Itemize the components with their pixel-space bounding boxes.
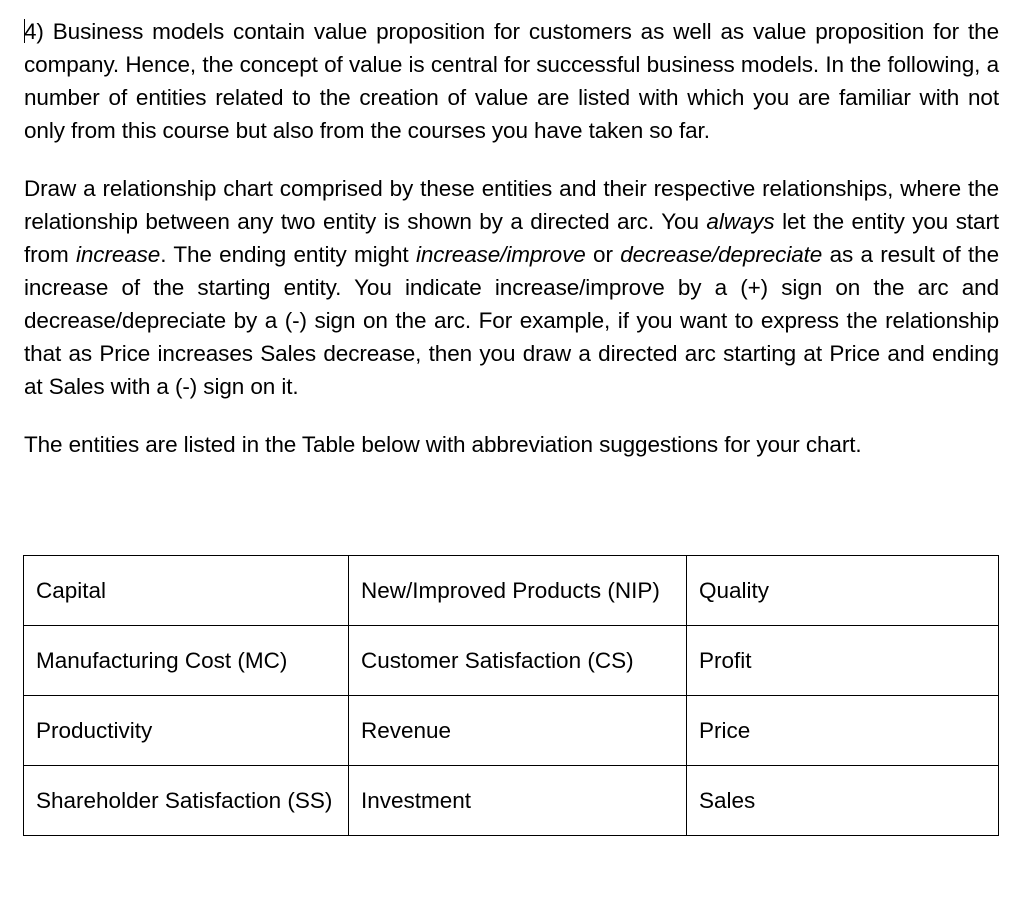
- table-cell: Price: [687, 696, 999, 766]
- table-row: [24, 626, 999, 696]
- table-cell: Manufacturing Cost (MC): [24, 626, 349, 696]
- question-intro-paragraph: [24, 15, 999, 147]
- question-number: 4): [24, 19, 44, 44]
- table-cell: Productivity: [24, 696, 349, 766]
- table-cell: Profit: [687, 626, 999, 696]
- instructions-text-5: as a result of the increase of the starting entity. You indicate increase/improve by a (+) sign on the arc and decrease/depreciate by a (-) sign on the arc. For example, if you want to express the relationship that as Price increases Sales decrease, then you draw a directed arc starting at Price and ending at Sales with a (-) sign on it.: [24, 242, 999, 399]
- instructions-text-4: or: [585, 242, 621, 267]
- emphasis-decrease-depreciate: decrease/depreciate: [620, 242, 823, 267]
- entities-table-container: [23, 555, 998, 836]
- instructions-text-3: . The ending entity might: [160, 242, 416, 267]
- intro-text: Business models contain value proposition for customers as well as value proposition for the company. Hence, the concept of value is central for successful business models. In the following, a number of entities related to the creation of value are listed with which you are familiar with not only from this course but also from the courses you have taken so far.: [24, 19, 999, 143]
- table-cell: Capital: [24, 556, 349, 626]
- emphasis-increase: increase: [75, 242, 161, 267]
- instructions-text-1: Draw a relationship chart comprised by these entities and their respective relationships, where the relationship between any two entity is shown by a directed arc. You: [24, 176, 999, 234]
- table-row: [24, 556, 999, 626]
- emphasis-always: always: [706, 209, 775, 234]
- table-cell: Sales: [687, 766, 999, 836]
- table-intro-paragraph: The entities are listed in the Table below with abbreviation suggestions for your chart.: [24, 432, 862, 457]
- table-cell: Revenue: [349, 696, 687, 766]
- table-row: [24, 766, 999, 836]
- table-cell: Customer Satisfaction (CS): [349, 626, 687, 696]
- table-row: [24, 696, 999, 766]
- entities-table: [23, 555, 999, 836]
- table-cell: Shareholder Satisfaction (SS): [24, 766, 349, 836]
- instructions-text-2: let the entity you start from: [24, 209, 999, 267]
- table-cell: New/Improved Products (NIP): [349, 556, 687, 626]
- question-document: [24, 15, 999, 461]
- table-cell: Investment: [349, 766, 687, 836]
- emphasis-increase-improve: increase/improve: [415, 242, 586, 267]
- table-cell: Quality: [687, 556, 999, 626]
- instructions-paragraph: [24, 172, 999, 403]
